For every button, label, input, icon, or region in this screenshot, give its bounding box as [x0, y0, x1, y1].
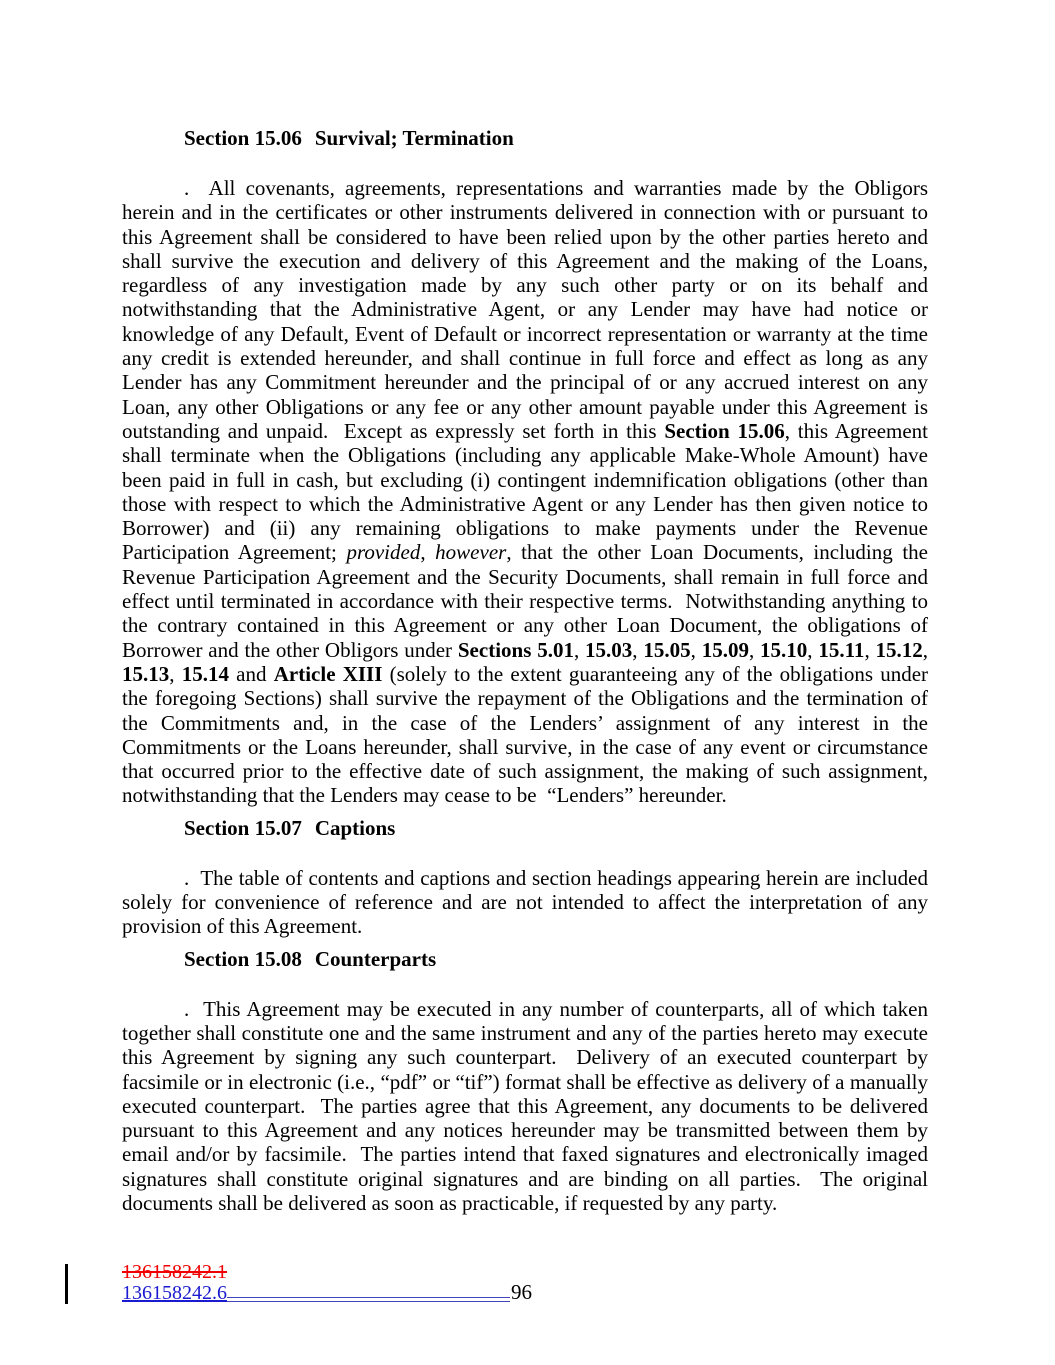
section-15-08-title: Counterparts: [314, 946, 437, 971]
deleted-doc-number: 136158242.1: [122, 1261, 227, 1283]
revision-change-bar: [65, 1264, 68, 1304]
current-doc-number: 136158242.6: [122, 1282, 227, 1304]
section-15-07-number: Section 15.07: [184, 815, 302, 840]
section-15-07-title: Captions: [314, 815, 396, 840]
section-15-06-heading: [122, 126, 928, 151]
section-15-07-heading: [122, 816, 928, 841]
section-15-08-number: Section 15.08: [184, 946, 302, 971]
footer-revision-row: [122, 1280, 928, 1304]
revision-underline-rule: [227, 1297, 510, 1302]
section-15-06-title: Survival; Termination: [314, 126, 514, 150]
section-15-08-heading: [122, 947, 928, 972]
page-number: 96: [511, 1280, 532, 1304]
document-body: [122, 126, 934, 1223]
section-15-06-paragraph: . All covenants, agreements, representations and warranties made by the Obligors herein and in the certificates or other instruments delivered in connection with or pursuant to this Agreement shall be considered to have been relied upon by the other parties hereto and shall survive the execution and delivery of this Agreement and the making of the Loans, regardless of any investigation made by any such other party or on its behalf and notwithstanding that the Administrative Agent, or any Lender may have had notice or knowledge of any Default, Event of Default or incorrect representation or warranty at the time any credit is extended hereunder, and shall continue in full force and effect as long as any Lender has any Commitment hereunder and the principal of or any accrued interest on any Loan, any other Obligations or any fee or any other amount payable under this Agreement is outstanding and unpaid. Except as expressly set forth in this Section 15.06, this Agreement shall terminate when the Obligations (including any applicable Make-Whole Amount) have been paid in full in cash, but excluding (i) contingent indemnification obligations (other than those with respect to which the Administrative Agent or any Lender has then given notice to Borrower) and (ii) any remaining obligations to make payments under the Revenue Participation Agreement; provided, however, that the other Loan Documents, including the Revenue Participation Agreement and the Security Documents, shall remain in full force and effect until terminated in accordance with their respective terms. Notwithstanding anything to the contrary contained in this Agreement or any other Loan Document, the obligations of Borrower and the other Obligors under Sections 5.01, 15.03, 15.05, 15.09, 15.10, 15.11, 15.12, 15.13, 15.14 and Article XIII (solely to the extent guaranteeing any of the obligations under the foregoing Sections) shall survive the repayment of the Obligations and the termination of the Commitments and, in the case of the Lenders’ assignment of any interest in the Commitments or the Loans hereunder, shall survive, in the case of any event or circumstance that occurred prior to the effective date of such assignment, the making of such assignment, notwithstanding that the Lenders may cease to be “Lenders” hereunder.: [122, 176, 934, 808]
section-15-08-paragraph: . This Agreement may be executed in any number of counterparts, all of which taken together shall constitute one and the same instrument and any of the parties hereto may execute this Agreement by signing any such counterpart. Delivery of an executed counterpart by facsimile or in electronic (i.e., “pdf” or “tif”) format shall be effective as delivery of a manually executed counterpart. The parties agree that this Agreement, any documents to be delivered pursuant to this Agreement and any notices hereunder may be transmitted between them by email and/or by facsimile. The parties intend that faxed signatures and electronically imaged signatures shall constitute original signatures and are binding on all parties. The original documents shall be delivered as soon as practicable, if requested by any party.: [122, 996, 934, 1215]
page-footer: [122, 1263, 928, 1303]
section-15-07-paragraph: . The table of contents and captions and section headings appearing herein are included solely for convenience of reference and are not intended to affect the interpretation of any provision of this Agreement.: [122, 865, 934, 939]
section-15-06-number: Section 15.06: [184, 126, 302, 150]
